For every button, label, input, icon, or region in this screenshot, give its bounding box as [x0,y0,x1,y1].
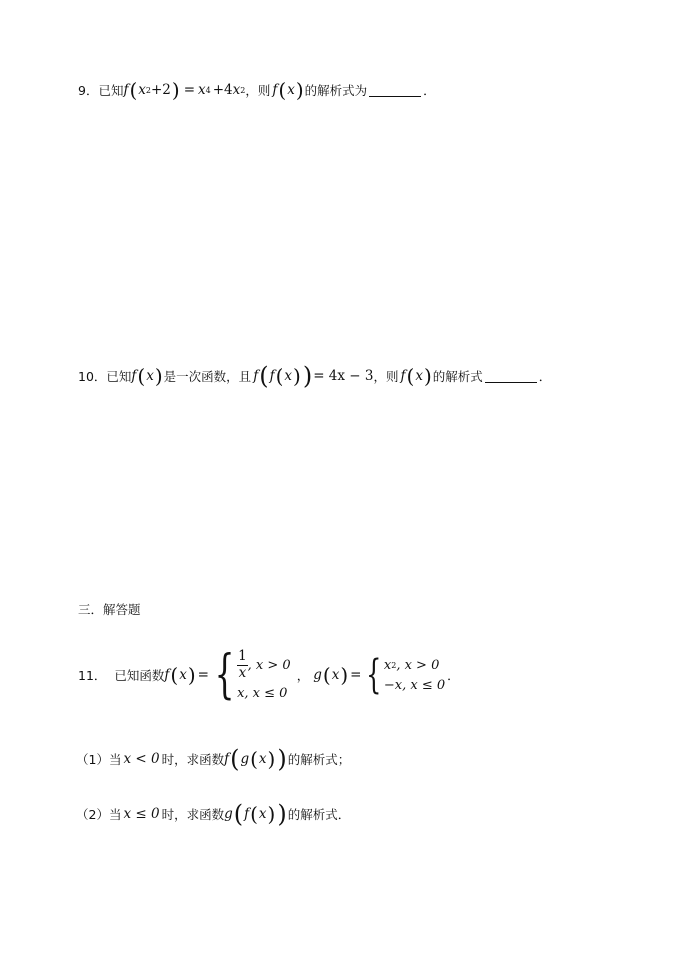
section-heading [78,600,141,618]
q9-lparen: ( [129,78,138,102]
q9-lparen2: ( [278,78,287,102]
q11-p2-rparen-outer: ) [277,800,287,828]
q11-g-brace: { [366,652,382,698]
q11-p2-g: g [224,806,233,822]
q10-x: x [146,368,154,384]
q11-p1-lparen-outer: ( [230,745,240,773]
q9-plus4: +4 [212,82,233,98]
q11-g-case-1-exp: 2 [391,660,397,670]
q11-f-case-2-text: x, x ≤ 0 [237,685,288,701]
q11-end: ． [447,668,460,683]
q11-f-frac-num: 1 [238,648,247,664]
q11-g-case-2-text: −x, x ≤ 0 [383,677,446,693]
q9-x: x [138,82,146,98]
q11-p2-x: x [258,806,267,822]
q9-x2-exp: 2 [240,85,246,95]
q11-f-cases [237,647,291,703]
q11-f-case-1-cond: , x > 0 [247,657,291,673]
q11-number: 11． [78,668,107,683]
q9-rparen: ) [171,78,180,102]
q10-f-outer: f [253,368,259,384]
q11-f-x: x [179,667,187,683]
q10-lparen-outer: ( [259,362,269,390]
q11-g-cases [384,655,445,695]
q11-g-rparen: ) [340,663,349,687]
q10-tail-text: 的解析式 [432,369,483,384]
q10-lparen-inner: ( [275,364,284,388]
q11-g-eq: = [350,667,362,683]
q11-p1-label: （1）当 [76,752,122,767]
q11-p1-g: g [240,751,250,767]
q11-p2-label: （2）当 [76,807,122,822]
q9-x-exp: 2 [145,85,151,95]
q11-p1-rparen-outer: ) [277,745,287,773]
q9-plus2: +2 [151,82,171,98]
q11-f-piecewise [212,647,291,703]
q11-p2-cond: x ≤ 0 [123,806,160,822]
q11-p1-lparen-inner: ( [250,747,258,771]
q11-p2-lparen-outer: ( [233,800,244,828]
q10-known-text: 已知 [106,369,132,384]
q11-f-case-1 [237,647,291,683]
q9-x3: x [287,82,295,98]
q10-lparen: ( [137,364,146,388]
q9-x4: x [198,82,206,98]
q11-p2-rparen-inner: ) [267,802,276,826]
q11-g-piecewise [364,652,446,698]
q11-f-case-2 [237,683,291,703]
q10-rparen-outer: ) [302,362,313,390]
q10-rhs: = 4x − 3 [313,368,374,384]
q11-f-frac-den: x [238,664,247,681]
q9-x2: x [232,82,241,98]
q11-f-rparen: ) [187,663,196,687]
q9-eq: = [183,82,196,98]
q10-f-inner: f [269,368,275,384]
q10-f2: f [400,368,406,384]
q9-known-text: 已知 [98,83,124,98]
q11-part-2 [76,802,350,826]
q9-end: ． [423,83,436,98]
section-title: 三．解答题 [78,602,141,617]
q10-rparen2: ) [423,364,432,388]
q10-end: ． [538,369,552,384]
q11-g-lparen: ( [322,663,331,687]
q11-p2-f: f [244,806,250,822]
q11-known-text: 已知函数 [114,668,165,683]
q10-x2: x [415,368,423,384]
q10-then-text: ，则 [373,369,399,384]
question-10 [78,364,551,388]
q11-g-case-2 [384,675,445,695]
q11-p1-tail: 的解析式； [287,752,351,767]
q11-g-case-1-cond: , x > 0 [396,657,440,673]
q11-p2-tail: 的解析式． [287,807,351,822]
q11-p1-when: 时，求函数 [161,752,225,767]
q9-answer-blank[interactable] [369,84,421,97]
q11-g-case-1-x: x [383,657,392,673]
q10-lparen2: ( [406,364,415,388]
q11-p1-rparen-inner: ) [267,747,276,771]
question-11 [78,647,460,703]
q11-g: g [313,667,322,683]
q11-f-brace: { [214,645,235,705]
q10-answer-blank[interactable] [485,370,537,383]
q11-f-frac [237,650,248,680]
q10-number: 10． [78,369,107,384]
q11-f-eq: = [197,667,209,683]
q11-f: f [164,667,170,683]
q9-f: f [123,82,129,98]
q9-rparen2: ) [295,78,304,102]
q10-x-inner: x [284,368,292,384]
question-9 [78,80,436,100]
q10-rparen: ) [154,364,163,388]
q11-p1-f: f [224,751,230,767]
q11-sep: ， [296,668,310,683]
q9-then-text: ，则 [245,83,271,98]
q10-rparen-inner: ) [293,364,301,388]
q11-p2-lparen-inner: ( [250,802,258,826]
q10-f: f [131,368,137,384]
q9-number: 9． [78,83,99,98]
q9-tail-text: 的解析式为 [304,83,368,98]
q11-p2-when: 时，求函数 [161,807,225,822]
q11-part-1 [76,747,350,771]
q11-p1-cond: x < 0 [123,751,160,767]
q9-f2: f [272,82,278,98]
q11-f-lparen: ( [170,663,179,687]
q9-x4-exp: 4 [205,85,211,95]
q10-linear-text: 是一次函数，且 [163,369,252,384]
q11-g-case-1 [384,655,445,675]
q11-g-x: x [331,667,340,683]
q11-p1-x: x [258,751,267,767]
